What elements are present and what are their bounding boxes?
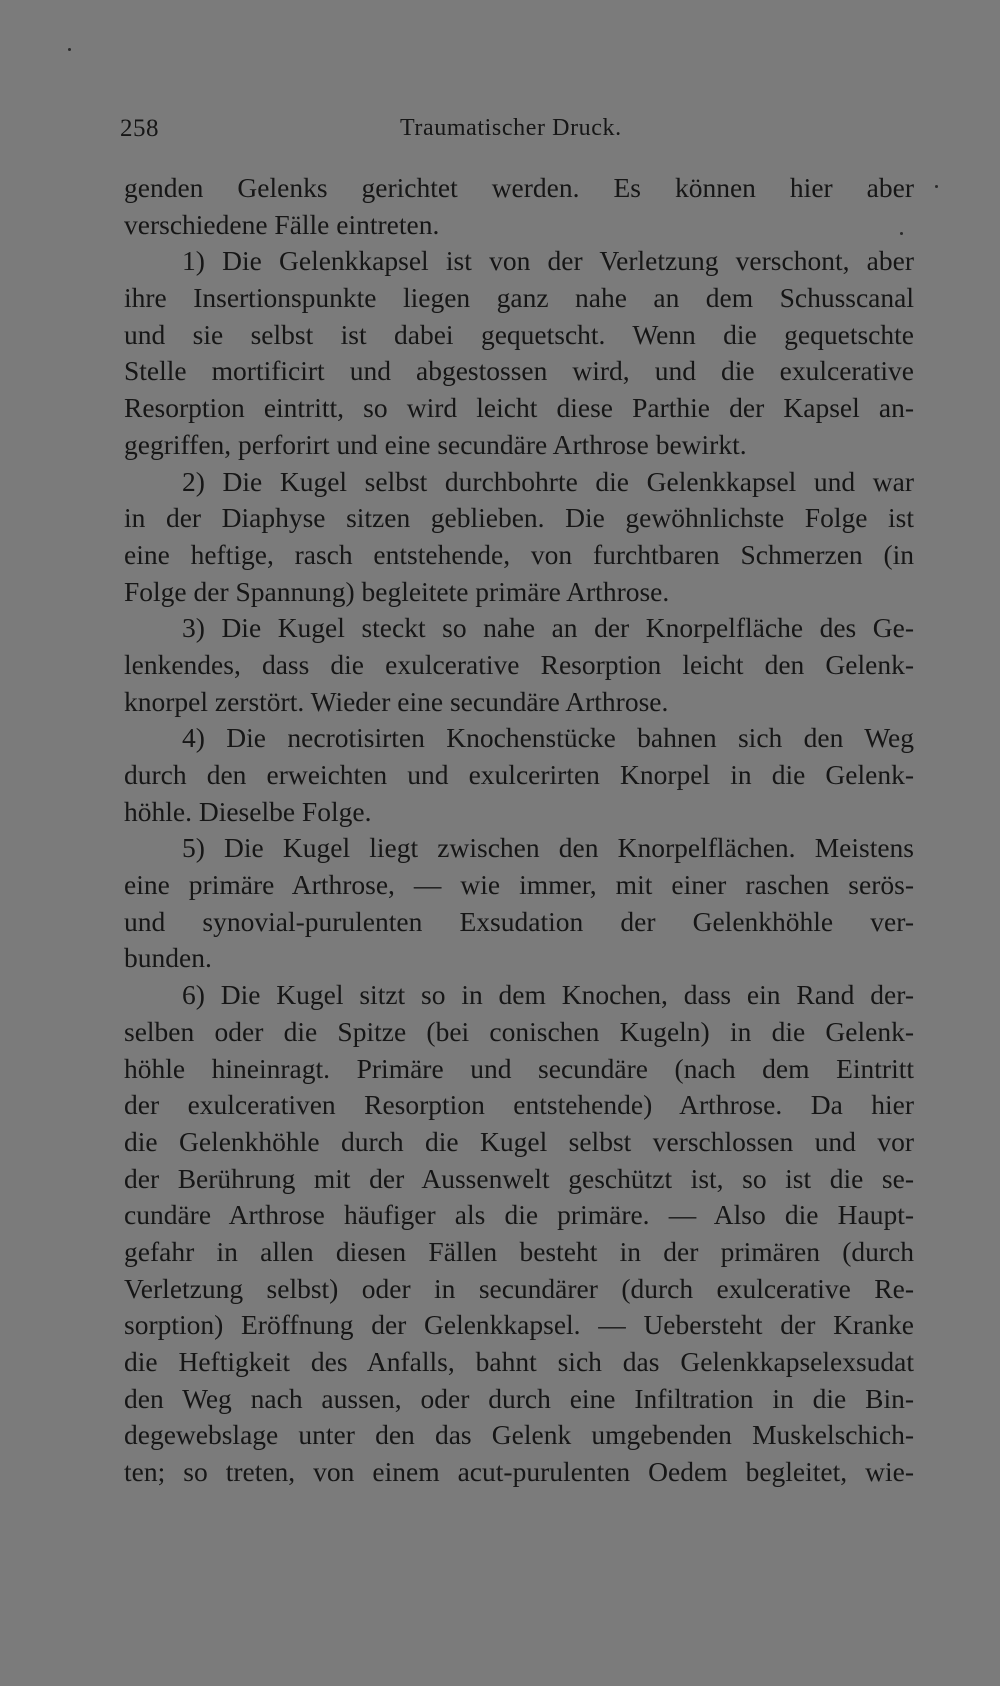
- text-line: 4) Die necrotisirten Knochenstücke bahnen sich den Weg: [182, 722, 914, 754]
- scan-speck: [900, 232, 903, 235]
- page-header: [120, 115, 630, 151]
- text-line: der Berührung mit der Aussenwelt geschützt ist, so ist die se-: [124, 1162, 914, 1194]
- text-line: cundäre Arthrose häufiger als die primäre. — Also die Haupt-: [124, 1199, 914, 1231]
- text-line: und sie selbst ist dabei gequetscht. Wenn die gequetschte: [124, 318, 914, 350]
- text-line: durch den erweichten und exulcerirten Knorpel in die Gelenk-: [124, 759, 914, 790]
- body-text: [124, 170, 914, 1491]
- text-line: die Gelenkhöhle durch die Kugel selbst verschlossen und vor: [124, 1125, 914, 1157]
- text-line: 5) Die Kugel liegt zwischen den Knorpelflächen. Meistens: [182, 832, 914, 864]
- scan-speck: [68, 48, 71, 51]
- text-line: höhle. Dieselbe Folge.: [124, 795, 372, 827]
- text-line: höhle hineinragt. Primäre und secundäre (nach dem Eintritt: [124, 1052, 914, 1084]
- running-title: Traumatischer Druck.: [400, 115, 622, 141]
- text-line: knorpel zerstört. Wieder eine secundäre Arthrose.: [124, 685, 669, 717]
- text-line: 1) Die Gelenkkapsel ist von der Verletzung verschont, aber: [182, 245, 914, 277]
- text-line: 3) Die Kugel steckt so nahe an der Knorpelfläche des Ge-: [182, 612, 914, 644]
- text-line: eine heftige, rasch entstehende, von furchtbaren Schmerzen (in: [124, 538, 914, 570]
- text-line: bunden.: [124, 942, 212, 974]
- text-line: lenkendes, dass die exulcerative Resorption leicht den Gelenk-: [124, 648, 914, 680]
- text-line: gefahr in allen diesen Fällen besteht in der primären (durch: [124, 1235, 914, 1267]
- text-line: den Weg nach aussen, oder durch eine Infiltration in die Bin-: [124, 1382, 914, 1414]
- text-line: Verletzung selbst) oder in secundärer (durch exulcerative Re-: [124, 1272, 914, 1304]
- text-line: eine primäre Arthrose, — wie immer, mit einer raschen serös-: [124, 869, 914, 901]
- text-line: genden Gelenks gerichtet werden. Es können hier aber: [124, 172, 914, 203]
- page-number: 258: [120, 115, 159, 142]
- text-line: die Heftigkeit des Anfalls, bahnt sich das Gelenkkapselexsudat: [124, 1346, 914, 1377]
- text-line: ten; so treten, von einem acut-purulenten Oedem begleitet, wie-: [124, 1456, 914, 1488]
- scan-speck: [935, 185, 938, 188]
- text-line: gegriffen, perforirt und eine secundäre Arthrose bewirkt.: [124, 428, 747, 460]
- text-line: Resorption eintritt, so wird leicht diese Parthie der Kapsel an-: [124, 392, 914, 424]
- text-line: verschiedene Fälle eintreten.: [124, 208, 440, 240]
- text-line: Stelle mortificirt und abgestossen wird, und die exulcerative: [124, 355, 914, 387]
- text-line: 2) Die Kugel selbst durchbohrte die Gelenkkapsel und war: [182, 465, 914, 497]
- text-line: und synovial-purulenten Exsudation der Gelenkhöhle ver-: [124, 905, 914, 937]
- text-line: 6) Die Kugel sitzt so in dem Knochen, dass ein Rand der-: [182, 979, 914, 1011]
- text-line: in der Diaphyse sitzen geblieben. Die gewöhnlichste Folge ist: [124, 502, 914, 534]
- text-line: ihre Insertionspunkte liegen ganz nahe an dem Schusscanal: [124, 282, 914, 314]
- text-line: Folge der Spannung) begleitete primäre Arthrose.: [124, 575, 670, 607]
- text-line: der exulcerativen Resorption entstehende) Arthrose. Da hier: [124, 1089, 914, 1121]
- text-line: sorption) Eröffnung der Gelenkkapsel. — Uebersteht der Kranke: [124, 1309, 914, 1341]
- text-line: degewebslage unter den das Gelenk umgebenden Muskelschich-: [124, 1419, 914, 1451]
- text-line: selben oder die Spitze (bei conischen Kugeln) in die Gelenk-: [124, 1015, 914, 1047]
